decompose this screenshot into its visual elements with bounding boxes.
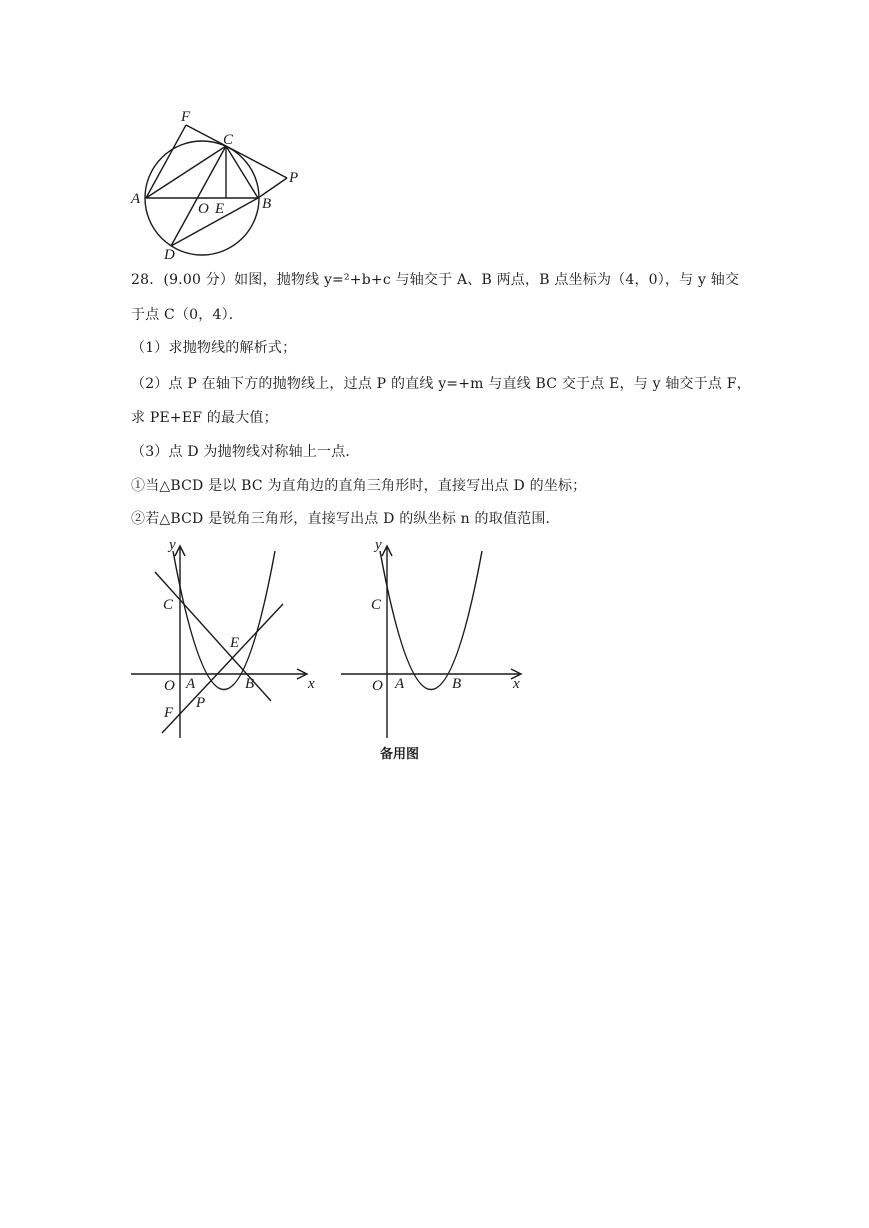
label-c: C: [223, 132, 234, 148]
label-e: E: [230, 635, 240, 651]
label-a: A: [186, 676, 196, 692]
label-a: A: [395, 676, 405, 692]
segment-fc: [186, 125, 226, 146]
label-c: C: [371, 597, 382, 613]
parabola: [380, 551, 482, 690]
label-c: C: [163, 597, 174, 613]
problem-line-1: 28．(9.00 分）如图，抛物线 y=²+b+c 与轴交于 A、B 两点，B 点坐标为（4，0），与 y 轴交: [131, 272, 740, 288]
label-o: O: [164, 678, 175, 694]
graph-spare: [335, 535, 535, 745]
segment-pb: [258, 178, 287, 198]
problem-line-8: ②若△BCD 是锐角三角形，直接写出点 D 的纵坐标 n 的取值范围．: [131, 511, 560, 527]
label-x: x: [308, 676, 315, 692]
label-x: x: [513, 676, 520, 692]
label-p: P: [196, 695, 206, 711]
label-b: B: [262, 196, 272, 212]
problem-line-3: （1）求抛物线的解析式；: [131, 340, 297, 356]
label-d: D: [164, 247, 175, 263]
label-a: A: [131, 191, 141, 207]
label-p: P: [289, 170, 299, 186]
segment-ac: [146, 146, 226, 198]
problem-line-2: 于点 C（0，4）．: [131, 307, 243, 323]
parabola: [173, 551, 275, 690]
label-b: B: [245, 676, 255, 692]
segment-af: [146, 125, 186, 198]
problem-line-5: 求 PE+EF 的最大值；: [131, 410, 278, 426]
spare-figure-caption: 备用图: [380, 747, 420, 762]
graph-main: [125, 535, 325, 745]
label-o: O: [198, 201, 209, 217]
label-f: F: [181, 109, 191, 125]
graph-spare-svg: [335, 535, 535, 745]
label-b: B: [452, 676, 462, 692]
graph-main-svg: [125, 535, 325, 745]
label-y: y: [375, 537, 382, 553]
circle-figure-svg: [125, 100, 315, 265]
problem-line-7: ①当△BCD 是以 BC 为直角边的直角三角形时，直接写出点 D 的坐标；: [131, 478, 587, 494]
label-o: O: [372, 678, 383, 694]
problem-line-4: （2）点 P 在轴下方的抛物线上，过点 P 的直线 y=+m 与直线 BC 交于点 E，与 y 轴交于点 F，: [131, 376, 751, 392]
circle-figure: [125, 100, 315, 265]
problem-line-6: （3）点 D 为抛物线对称轴上一点．: [131, 444, 360, 460]
label-e: E: [215, 201, 225, 217]
label-f: F: [164, 705, 174, 721]
label-y: y: [169, 537, 176, 553]
